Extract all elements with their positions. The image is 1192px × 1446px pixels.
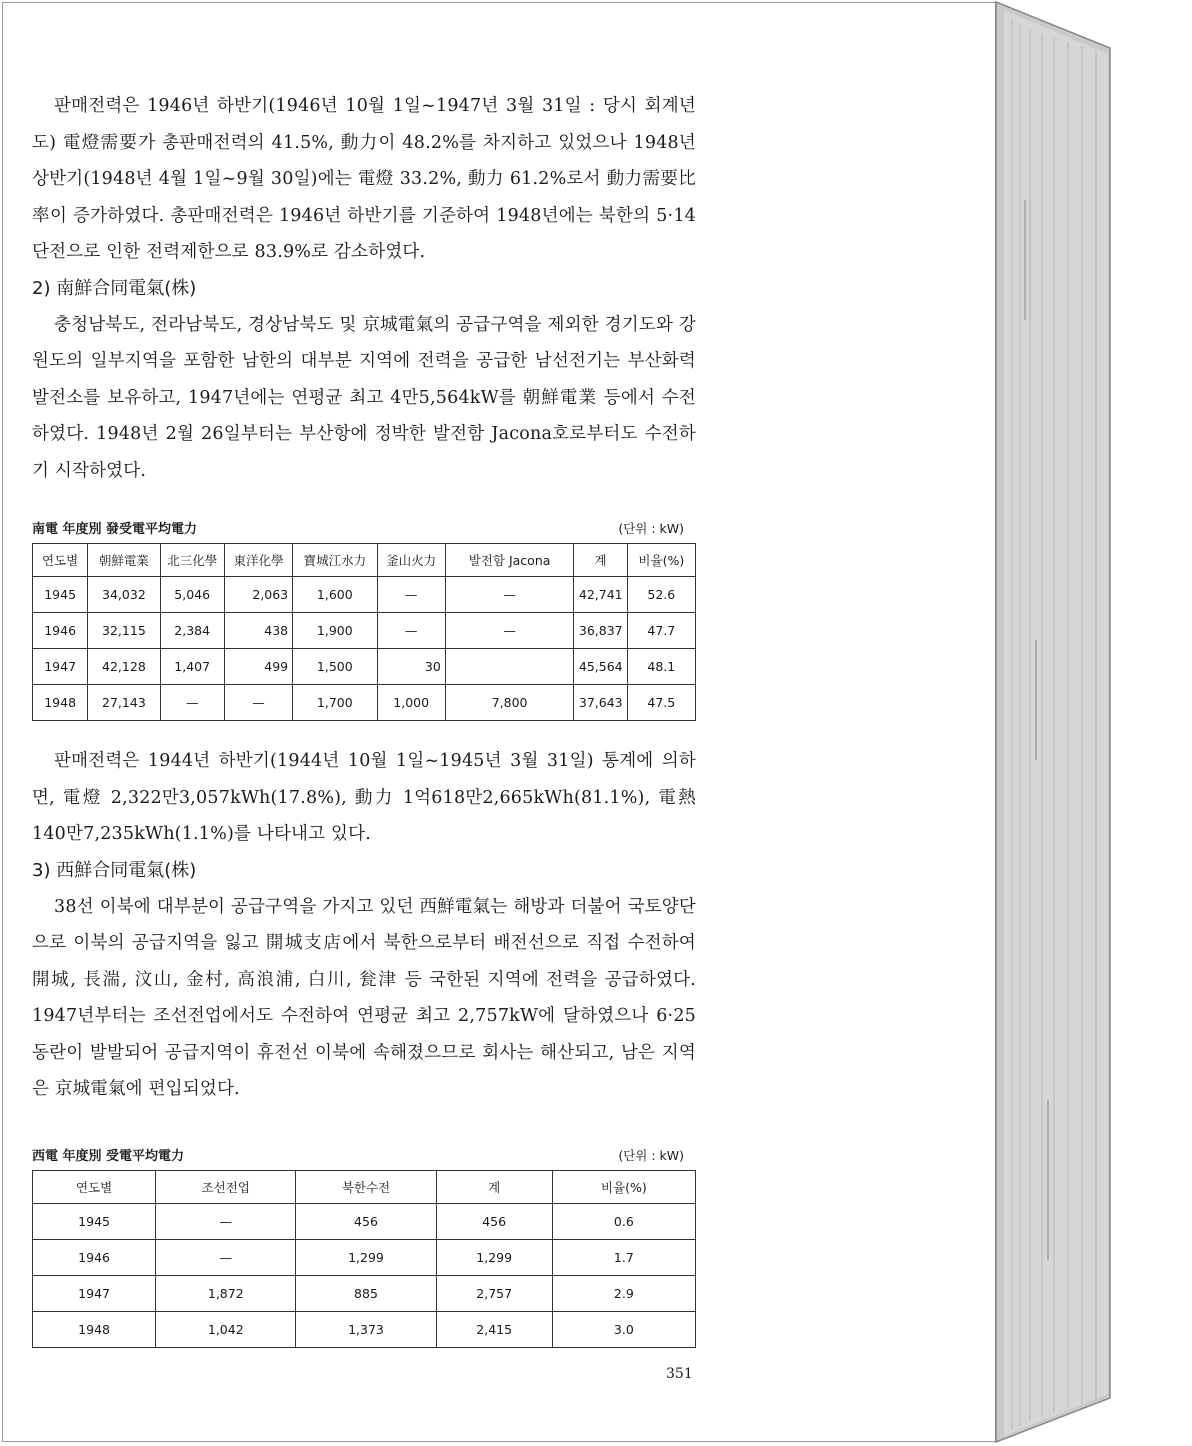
paragraph: 판매전력은 1944년 하반기(1944년 10월 1일~1945년 3월 31일) 통계에 의하면, 電燈 2,322만3,057kWh(17.8%), 動力 1억618만2,665kWh(81.1%), 電熱 140만7,235kWh(1.1%)를 나타내고 있다.: [32, 751, 696, 844]
table-cell: 0.6: [552, 1203, 695, 1239]
column-header: 北三化學: [160, 544, 224, 577]
table-cell: 1,500: [293, 649, 377, 685]
column-header: 북한수전: [296, 1170, 436, 1203]
table-cell: 42,128: [88, 649, 160, 685]
page-number: 351: [666, 1366, 693, 1382]
table-cell: —: [377, 613, 445, 649]
table-unit: (단위 : kW): [618, 1147, 684, 1163]
table-cell: 48.1: [627, 649, 695, 685]
table-header-row: [33, 1170, 696, 1203]
table-title: 南電 年度別 發受電平均電力: [32, 522, 198, 537]
column-header: 연도별: [33, 544, 88, 577]
table-cell: 1,299: [296, 1239, 436, 1275]
column-header: 연도별: [33, 1170, 156, 1203]
table-cell: —: [156, 1203, 296, 1239]
table-title: 西電 年度別 受電平均電力: [32, 1148, 185, 1164]
table-cell: 885: [296, 1275, 436, 1311]
table-cell: 1,700: [293, 685, 377, 721]
table-cell: 1948: [33, 1311, 156, 1347]
table-cell: —: [160, 685, 224, 721]
table-cell: —: [156, 1239, 296, 1275]
table-cell: 1,299: [436, 1239, 552, 1275]
column-header: 寶城江水力: [293, 544, 377, 577]
column-header: 발전함 Jacona: [445, 544, 574, 577]
table-cell: 1,042: [156, 1311, 296, 1347]
page-content: [32, 88, 696, 1348]
table-cell: 1.7: [552, 1239, 695, 1275]
table-cell: 1,900: [293, 613, 377, 649]
paragraph: 38선 이북에 대부분이 공급구역을 가지고 있던 西鮮電氣는 해방과 더불어 국토양단으로 이북의 공급지역을 잃고 開城支店에서 북한으로부터 배전선으로 직접 수전하여 開城, 長湍, 汶山, 金村, 高浪浦, 白川, 瓮津 등 국한된 지역에 전력을 공급하였다. 1947년부터는 조선전업에서도 수전하여 연평균 최고 2,757kW에 달하였으나 6·25동란이 발발되어 공급지역이 휴전선 이북에 속해졌으므로 회사는 해산되고, 남은 지역은 京城電氣에 편입되었다.: [32, 896, 696, 1099]
table-caption: [32, 1144, 696, 1164]
table-cell: 456: [296, 1203, 436, 1239]
paragraph: 충청남북도, 전라남북도, 경상남북도 및 京城電氣의 공급구역을 제외한 경기도와 강원도의 일부지역을 포함한 남한의 대부분 지역에 전력을 공급한 남선전기는 부산화력발전소를 보유하고, 1947년에는 연평균 최고 4만5,564kW를 朝鮮電業 등에서 수전하였다. 1948년 2월 26일부터는 부산항에 정박한 발전함 Jacona호로부터도 수전하기 시작하였다.: [32, 314, 696, 481]
table-caption: [32, 517, 696, 537]
table-cell: 36,837: [574, 613, 627, 649]
table-cell: 1946: [33, 1239, 156, 1275]
column-header: 계: [436, 1170, 552, 1203]
table-row: [33, 613, 696, 649]
table-cell: 1945: [33, 577, 88, 613]
column-header: 釜山火力: [377, 544, 445, 577]
table-row: [33, 1311, 696, 1347]
table-cell: 47.5: [627, 685, 695, 721]
section-heading: 2) 南鮮合同電氣(株): [32, 277, 197, 299]
table-row: [33, 577, 696, 613]
section-heading: 3) 西鮮合同電氣(株): [32, 859, 197, 881]
table-cell: 7,800: [445, 685, 574, 721]
table-cell: 1945: [33, 1203, 156, 1239]
table-unit: (단위 : kW): [618, 521, 684, 536]
paragraph: 판매전력은 1946년 하반기(1946년 10월 1일~1947년 3월 31일 : 당시 회계년도) 電燈需要가 총판매전력의 41.5%, 動力이 48.2%를 차지하고 있었으나 1948년 상반기(1948년 4월 1일~9월 30일)에는 電燈 33.2%, 動力 61.2%로서 動力需要比率이 증가하였다. 총판매전력은 1946년 하반기를 기준하여 1948년에는 북한의 5·14단전으로 인한 전력제한으로 83.9%로 감소하였다.: [32, 96, 696, 262]
table-cell: 1,407: [160, 649, 224, 685]
table-row: [33, 1275, 696, 1311]
power-table-nam: [32, 543, 696, 721]
column-header: 조선전업: [156, 1170, 296, 1203]
table-cell: 2,757: [436, 1275, 552, 1311]
table-cell: —: [445, 613, 574, 649]
table-cell: 30: [377, 649, 445, 685]
table-cell: 2,415: [436, 1311, 552, 1347]
table-cell: 37,643: [574, 685, 627, 721]
table-cell: 52.6: [627, 577, 695, 613]
table-cell: 2,384: [160, 613, 224, 649]
table-cell: 32,115: [88, 613, 160, 649]
table-row: [33, 685, 696, 721]
table-cell: —: [377, 577, 445, 613]
table-row: [33, 649, 696, 685]
table-cell: 1947: [33, 1275, 156, 1311]
table-cell: 47.7: [627, 613, 695, 649]
table-cell: 438: [224, 613, 292, 649]
table-cell: 2,063: [224, 577, 292, 613]
column-header: 朝鮮電業: [88, 544, 160, 577]
table-cell: 1,373: [296, 1311, 436, 1347]
table-cell: 499: [224, 649, 292, 685]
table-cell: 3.0: [552, 1311, 695, 1347]
table-cell: —: [224, 685, 292, 721]
column-header: 東洋化學: [224, 544, 292, 577]
table-cell: 1,600: [293, 577, 377, 613]
table-header-row: [33, 544, 696, 577]
column-header: 비율(%): [552, 1170, 695, 1203]
table-cell: 1,000: [377, 685, 445, 721]
table-row: [33, 1203, 696, 1239]
table-cell: 2.9: [552, 1275, 695, 1311]
column-header: 비율(%): [627, 544, 695, 577]
table-cell: 1,872: [156, 1275, 296, 1311]
table-cell: 1946: [33, 613, 88, 649]
table-row: [33, 1239, 696, 1275]
table-cell: 456: [436, 1203, 552, 1239]
table-cell: 1948: [33, 685, 88, 721]
power-table-seo: [32, 1170, 696, 1348]
table-cell: 5,046: [160, 577, 224, 613]
column-header: 계: [574, 544, 627, 577]
table-cell: 34,032: [88, 577, 160, 613]
book-page-edges: [990, 0, 1115, 1446]
table-cell: 1947: [33, 649, 88, 685]
table-cell: 42,741: [574, 577, 627, 613]
table-cell: —: [445, 577, 574, 613]
table-cell: [445, 649, 574, 685]
table-cell: 45,564: [574, 649, 627, 685]
table-cell: 27,143: [88, 685, 160, 721]
